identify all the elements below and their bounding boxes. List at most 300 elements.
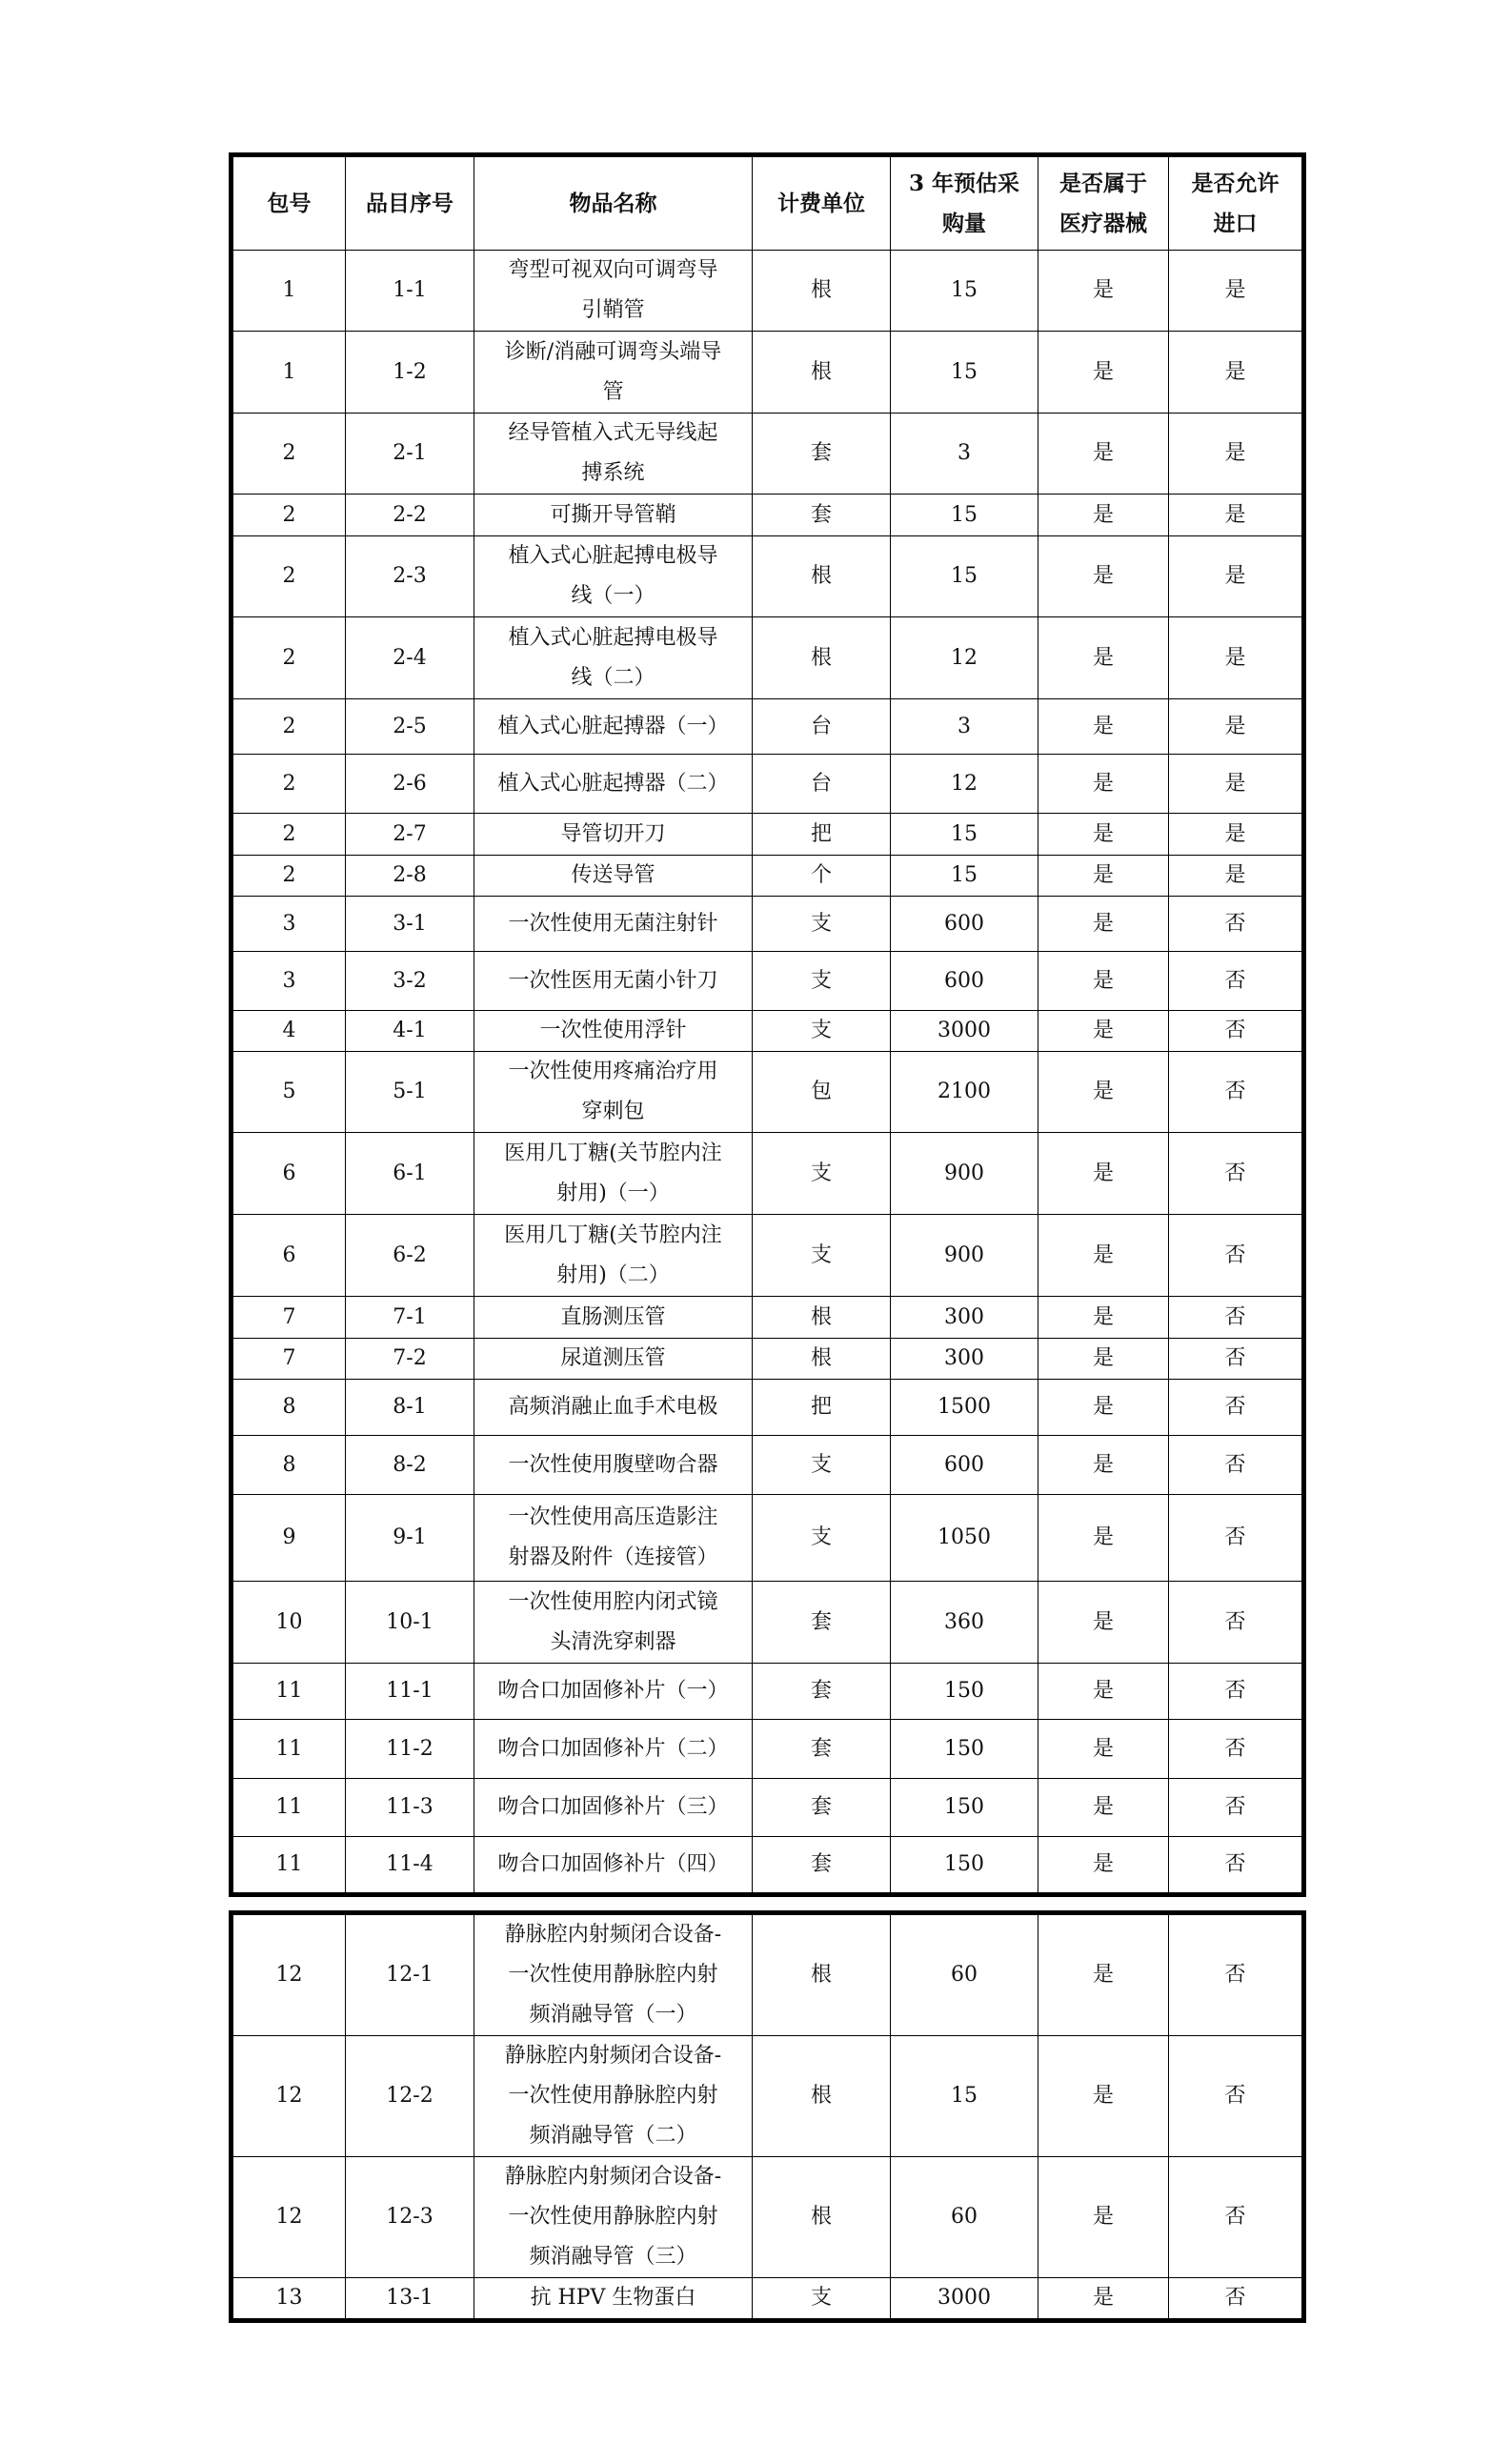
procurement-table	[229, 152, 1306, 1897]
import-allowed-cell: 否	[1169, 1913, 1304, 2036]
item-name-cell	[474, 1380, 753, 1436]
package-number-cell: 4	[232, 1011, 346, 1052]
item-name-cell	[474, 856, 753, 897]
cell-text-line: 线（二）	[571, 665, 655, 690]
cell-text-line: 一次性医用无菌小针刀	[508, 968, 718, 993]
cell-text-line: 一次性使用腹壁吻合器	[508, 1452, 718, 1477]
cell-text-line: 管	[602, 379, 624, 404]
column-header	[891, 155, 1038, 251]
quantity-cell: 150	[891, 1720, 1038, 1779]
cell-text-line: 抗 HPV 生物蛋白	[530, 2286, 696, 2310]
cell-text-line: 一次性使用疼痛治疗用	[508, 1060, 718, 1083]
medical-device-cell: 是	[1038, 1720, 1169, 1779]
quantity-cell: 600	[891, 897, 1038, 952]
import-allowed-cell: 否	[1169, 2278, 1304, 2321]
medical-device-cell: 是	[1038, 332, 1169, 414]
table-row	[232, 1380, 1304, 1436]
table-row	[232, 536, 1304, 617]
item-name-cell	[474, 952, 753, 1011]
quantity-cell: 600	[891, 952, 1038, 1011]
unit-cell: 套	[753, 1837, 891, 1895]
medical-device-cell: 是	[1038, 1339, 1169, 1380]
package-number-cell: 1	[232, 332, 346, 414]
quantity-cell: 3000	[891, 1011, 1038, 1052]
item-seq-cell: 13-1	[346, 2278, 474, 2321]
quantity-cell: 3000	[891, 2278, 1038, 2321]
cell-text-line: 一次性使用浮针	[539, 1019, 687, 1042]
unit-cell: 支	[753, 2278, 891, 2321]
package-number-cell: 2	[232, 414, 346, 495]
quantity-cell: 15	[891, 856, 1038, 897]
item-seq-cell: 1-2	[346, 332, 474, 414]
table-row	[232, 251, 1304, 332]
import-allowed-cell: 否	[1169, 1436, 1304, 1495]
cell-text-line: 计费单位	[777, 190, 865, 216]
cell-text-line: 吻合口加固修补片（二）	[497, 1736, 729, 1761]
table-row	[232, 332, 1304, 414]
unit-cell: 套	[753, 414, 891, 495]
medical-device-cell: 是	[1038, 814, 1169, 856]
unit-cell: 支	[753, 1011, 891, 1052]
quantity-cell: 1500	[891, 1380, 1038, 1436]
cell-text-line: 尿道测压管	[560, 1346, 666, 1370]
import-allowed-cell: 否	[1169, 1380, 1304, 1436]
unit-cell: 根	[753, 1297, 891, 1339]
table-row	[232, 1582, 1304, 1664]
cell-text-line: 线（一）	[571, 584, 655, 608]
package-number-cell: 2	[232, 814, 346, 856]
item-seq-cell: 3-2	[346, 952, 474, 1011]
import-allowed-cell: 是	[1169, 617, 1304, 699]
quantity-cell: 600	[891, 1436, 1038, 1495]
package-number-cell: 11	[232, 1779, 346, 1837]
medical-device-cell: 是	[1038, 1837, 1169, 1895]
item-name-cell	[474, 1837, 753, 1895]
quantity-cell: 60	[891, 1913, 1038, 2036]
item-name-cell	[474, 1913, 753, 2036]
cell-text-line: 一次性使用静脉腔内射	[508, 1963, 718, 1987]
medical-device-cell: 是	[1038, 1297, 1169, 1339]
item-name-cell	[474, 1215, 753, 1297]
import-allowed-cell: 否	[1169, 1582, 1304, 1664]
table-row	[232, 952, 1304, 1011]
cell-text-line: 引鞘管	[581, 298, 645, 322]
medical-device-cell: 是	[1038, 897, 1169, 952]
medical-device-cell: 是	[1038, 536, 1169, 617]
cell-text-line: 进口	[1213, 210, 1258, 236]
table-body	[232, 1913, 1304, 2321]
item-name-cell	[474, 1495, 753, 1582]
unit-cell: 台	[753, 699, 891, 755]
medical-device-cell: 是	[1038, 1133, 1169, 1215]
unit-cell: 根	[753, 251, 891, 332]
quantity-cell: 1050	[891, 1495, 1038, 1582]
table-row	[232, 699, 1304, 755]
procurement-table-continued	[229, 1910, 1306, 2323]
cell-text-line: 弯型可视双向可调弯导	[508, 258, 718, 282]
unit-cell: 支	[753, 1436, 891, 1495]
table-header	[232, 155, 1304, 251]
table-body	[232, 251, 1304, 1895]
cell-text-line: 搏系统	[581, 461, 645, 485]
cell-text-line: 频消融导管（二）	[529, 2124, 697, 2148]
package-number-cell: 3	[232, 897, 346, 952]
package-number-cell: 12	[232, 2036, 346, 2157]
item-seq-cell: 6-2	[346, 1215, 474, 1297]
package-number-cell: 8	[232, 1436, 346, 1495]
item-seq-cell: 12-1	[346, 1913, 474, 2036]
unit-cell: 根	[753, 332, 891, 414]
medical-device-cell: 是	[1038, 1380, 1169, 1436]
cell-text-line: 头清洗穿刺器	[550, 1629, 676, 1654]
import-allowed-cell: 否	[1169, 1779, 1304, 1837]
unit-cell: 根	[753, 2157, 891, 2278]
item-name-cell	[474, 755, 753, 814]
medical-device-cell: 是	[1038, 251, 1169, 332]
cell-text-line: 频消融导管（一）	[529, 2003, 697, 2027]
item-name-cell	[474, 2036, 753, 2157]
item-name-cell	[474, 2157, 753, 2278]
table-row	[232, 2278, 1304, 2321]
cell-text-line: 静脉腔内射频闭合设备-	[504, 2044, 722, 2068]
import-allowed-cell: 是	[1169, 536, 1304, 617]
cell-text-line: 一次性使用腔内闭式镜	[508, 1589, 718, 1614]
import-allowed-cell: 否	[1169, 1837, 1304, 1895]
import-allowed-cell: 是	[1169, 755, 1304, 814]
cell-text-line: 吻合口加固修补片（三）	[497, 1795, 729, 1819]
cell-text-line: 射用)（一）	[556, 1181, 670, 1205]
cell-text-line: 一次性使用无菌注射针	[508, 911, 718, 936]
item-seq-cell: 11-3	[346, 1779, 474, 1837]
item-seq-cell: 2-1	[346, 414, 474, 495]
unit-cell: 支	[753, 1495, 891, 1582]
cell-text-line: 一次性使用静脉腔内射	[508, 2084, 718, 2108]
medical-device-cell: 是	[1038, 2036, 1169, 2157]
item-seq-cell: 2-5	[346, 699, 474, 755]
import-allowed-cell: 否	[1169, 1720, 1304, 1779]
table-row	[232, 1779, 1304, 1837]
package-number-cell: 6	[232, 1215, 346, 1297]
table-row	[232, 2157, 1304, 2278]
unit-cell: 支	[753, 1215, 891, 1297]
item-name-cell	[474, 536, 753, 617]
cell-text-line: 植入式心脏起搏电极导	[508, 544, 718, 568]
item-name-cell	[474, 2278, 753, 2321]
unit-cell: 根	[753, 2036, 891, 2157]
table-row	[232, 897, 1304, 952]
table-row	[232, 1215, 1304, 1297]
item-name-cell	[474, 1011, 753, 1052]
cell-text-line: 高频消融止血手术电极	[508, 1395, 718, 1419]
item-seq-cell: 2-7	[346, 814, 474, 856]
unit-cell: 套	[753, 1720, 891, 1779]
item-seq-cell: 12-3	[346, 2157, 474, 2278]
package-number-cell: 9	[232, 1495, 346, 1582]
import-allowed-cell: 是	[1169, 332, 1304, 414]
import-allowed-cell: 是	[1169, 414, 1304, 495]
quantity-cell: 15	[891, 251, 1038, 332]
item-name-cell	[474, 1720, 753, 1779]
item-name-cell	[474, 1339, 753, 1380]
medical-device-cell: 是	[1038, 1495, 1169, 1582]
cell-text-line: 传送导管	[571, 863, 655, 887]
item-seq-cell: 8-2	[346, 1436, 474, 1495]
cell-text-line: 吻合口加固修补片（四）	[497, 1852, 729, 1876]
import-allowed-cell: 否	[1169, 1133, 1304, 1215]
package-number-cell: 7	[232, 1297, 346, 1339]
table-row	[232, 1720, 1304, 1779]
table-row	[232, 1664, 1304, 1720]
item-name-cell	[474, 1133, 753, 1215]
package-number-cell: 2	[232, 536, 346, 617]
column-header	[1038, 155, 1169, 251]
item-seq-cell: 2-8	[346, 856, 474, 897]
package-number-cell: 11	[232, 1837, 346, 1895]
header-row	[232, 155, 1304, 251]
item-name-cell	[474, 414, 753, 495]
unit-cell: 台	[753, 755, 891, 814]
item-seq-cell: 6-1	[346, 1133, 474, 1215]
medical-device-cell: 是	[1038, 1664, 1169, 1720]
table-row	[232, 1913, 1304, 2036]
quantity-cell: 12	[891, 617, 1038, 699]
package-number-cell: 8	[232, 1380, 346, 1436]
import-allowed-cell: 否	[1169, 897, 1304, 952]
item-name-cell	[474, 617, 753, 699]
item-name-cell	[474, 495, 753, 536]
item-seq-cell: 2-2	[346, 495, 474, 536]
item-seq-cell: 2-6	[346, 755, 474, 814]
package-number-cell: 11	[232, 1720, 346, 1779]
table-row	[232, 1052, 1304, 1133]
quantity-cell: 3	[891, 699, 1038, 755]
medical-device-cell: 是	[1038, 1011, 1169, 1052]
cell-text-line: 穿刺包	[581, 1100, 645, 1123]
import-allowed-cell: 否	[1169, 1297, 1304, 1339]
item-seq-cell: 2-3	[346, 536, 474, 617]
item-name-cell	[474, 1779, 753, 1837]
table-row	[232, 1011, 1304, 1052]
item-seq-cell: 4-1	[346, 1011, 474, 1052]
cell-text-line: 吻合口加固修补片（一）	[497, 1679, 729, 1703]
item-name-cell	[474, 814, 753, 856]
item-name-cell	[474, 1436, 753, 1495]
medical-device-cell: 是	[1038, 952, 1169, 1011]
medical-device-cell: 是	[1038, 699, 1169, 755]
item-name-cell	[474, 1052, 753, 1133]
medical-device-cell: 是	[1038, 2157, 1169, 2278]
quantity-cell: 300	[891, 1339, 1038, 1380]
cell-text-line: 静脉腔内射频闭合设备-	[504, 2165, 722, 2189]
table-row	[232, 1297, 1304, 1339]
import-allowed-cell: 是	[1169, 495, 1304, 536]
import-allowed-cell: 否	[1169, 952, 1304, 1011]
medical-device-cell: 是	[1038, 1436, 1169, 1495]
cell-text-line: 植入式心脏起搏电极导	[508, 625, 718, 650]
table-row	[232, 1495, 1304, 1582]
item-seq-cell: 9-1	[346, 1495, 474, 1582]
unit-cell: 支	[753, 897, 891, 952]
medical-device-cell: 是	[1038, 495, 1169, 536]
cell-text-line: 射用)（二）	[556, 1262, 670, 1287]
medical-device-cell: 是	[1038, 1215, 1169, 1297]
item-seq-cell: 3-1	[346, 897, 474, 952]
table-row	[232, 1436, 1304, 1495]
item-seq-cell: 11-1	[346, 1664, 474, 1720]
cell-text-line: 医用几丁糖(关节腔内注	[504, 1222, 722, 1247]
package-number-cell: 2	[232, 495, 346, 536]
unit-cell: 套	[753, 1664, 891, 1720]
item-name-cell	[474, 251, 753, 332]
medical-device-cell: 是	[1038, 617, 1169, 699]
cell-text-line: 植入式心脏起搏器（二）	[497, 771, 729, 796]
quantity-cell: 3	[891, 414, 1038, 495]
cell-text-line: 3 年预估采	[908, 170, 1019, 196]
import-allowed-cell: 是	[1169, 856, 1304, 897]
item-name-cell	[474, 332, 753, 414]
table-row	[232, 1133, 1304, 1215]
quantity-cell: 900	[891, 1133, 1038, 1215]
item-seq-cell: 7-1	[346, 1297, 474, 1339]
quantity-cell: 15	[891, 814, 1038, 856]
item-seq-cell: 11-4	[346, 1837, 474, 1895]
table-row	[232, 814, 1304, 856]
table-row	[232, 1339, 1304, 1380]
table-row	[232, 617, 1304, 699]
cell-text-line: 是否允许	[1191, 170, 1280, 196]
column-header	[232, 155, 346, 251]
package-number-cell: 5	[232, 1052, 346, 1133]
import-allowed-cell: 否	[1169, 1011, 1304, 1052]
unit-cell: 把	[753, 814, 891, 856]
item-name-cell	[474, 699, 753, 755]
column-header	[1169, 155, 1304, 251]
item-seq-cell: 12-2	[346, 2036, 474, 2157]
unit-cell: 根	[753, 1913, 891, 2036]
cell-text-line: 一次性使用高压造影注	[508, 1505, 718, 1529]
unit-cell: 包	[753, 1052, 891, 1133]
import-allowed-cell: 否	[1169, 1215, 1304, 1297]
package-number-cell: 1	[232, 251, 346, 332]
item-name-cell	[474, 1664, 753, 1720]
package-number-cell: 12	[232, 2157, 346, 2278]
item-seq-cell: 11-2	[346, 1720, 474, 1779]
table-row	[232, 1837, 1304, 1895]
quantity-cell: 2100	[891, 1052, 1038, 1133]
cell-text-line: 包号	[267, 190, 312, 216]
item-seq-cell: 8-1	[346, 1380, 474, 1436]
medical-device-cell: 是	[1038, 755, 1169, 814]
item-name-cell	[474, 897, 753, 952]
medical-device-cell: 是	[1038, 414, 1169, 495]
cell-text-line: 静脉腔内射频闭合设备-	[504, 1923, 722, 1947]
item-seq-cell: 5-1	[346, 1052, 474, 1133]
import-allowed-cell: 否	[1169, 1052, 1304, 1133]
quantity-cell: 150	[891, 1664, 1038, 1720]
quantity-cell: 12	[891, 755, 1038, 814]
unit-cell: 根	[753, 1339, 891, 1380]
medical-device-cell: 是	[1038, 1052, 1169, 1133]
package-number-cell: 2	[232, 699, 346, 755]
unit-cell: 套	[753, 1779, 891, 1837]
quantity-cell: 60	[891, 2157, 1038, 2278]
package-number-cell: 7	[232, 1339, 346, 1380]
item-name-cell	[474, 1297, 753, 1339]
import-allowed-cell: 是	[1169, 814, 1304, 856]
cell-text-line: 一次性使用静脉腔内射	[508, 2205, 718, 2229]
quantity-cell: 900	[891, 1215, 1038, 1297]
package-number-cell: 2	[232, 755, 346, 814]
cell-text-line: 导管切开刀	[560, 821, 666, 846]
item-name-cell	[474, 1582, 753, 1664]
cell-text-line: 频消融导管（三）	[529, 2245, 697, 2269]
item-seq-cell: 10-1	[346, 1582, 474, 1664]
cell-text-line: 购量	[942, 210, 986, 236]
column-header	[474, 155, 753, 251]
package-number-cell: 6	[232, 1133, 346, 1215]
quantity-cell: 15	[891, 536, 1038, 617]
medical-device-cell: 是	[1038, 1913, 1169, 2036]
package-number-cell: 2	[232, 617, 346, 699]
cell-text-line: 诊断/消融可调弯头端导	[504, 339, 722, 364]
import-allowed-cell: 否	[1169, 2036, 1304, 2157]
import-allowed-cell: 否	[1169, 1495, 1304, 1582]
cell-text-line: 是否属于	[1059, 170, 1147, 196]
item-seq-cell: 7-2	[346, 1339, 474, 1380]
item-seq-cell: 1-1	[346, 251, 474, 332]
column-header	[346, 155, 474, 251]
quantity-cell: 300	[891, 1297, 1038, 1339]
medical-device-cell: 是	[1038, 2278, 1169, 2321]
unit-cell: 套	[753, 495, 891, 536]
medical-device-cell: 是	[1038, 1779, 1169, 1837]
import-allowed-cell: 是	[1169, 699, 1304, 755]
cell-text-line: 植入式心脏起搏器（一）	[497, 714, 729, 738]
unit-cell: 套	[753, 1582, 891, 1664]
quantity-cell: 360	[891, 1582, 1038, 1664]
quantity-cell: 15	[891, 332, 1038, 414]
package-number-cell: 12	[232, 1913, 346, 2036]
import-allowed-cell: 否	[1169, 2157, 1304, 2278]
import-allowed-cell: 否	[1169, 1664, 1304, 1720]
cell-text-line: 射器及附件（连接管）	[508, 1545, 718, 1569]
cell-text-line: 品目序号	[366, 190, 454, 216]
unit-cell: 把	[753, 1380, 891, 1436]
cell-text-line: 直肠测压管	[560, 1304, 666, 1329]
quantity-cell: 150	[891, 1837, 1038, 1895]
package-number-cell: 11	[232, 1664, 346, 1720]
package-number-cell: 3	[232, 952, 346, 1011]
quantity-cell: 15	[891, 495, 1038, 536]
cell-text-line: 经导管植入式无导线起	[508, 421, 718, 445]
cell-text-line: 医用几丁糖(关节腔内注	[504, 1141, 722, 1165]
quantity-cell: 150	[891, 1779, 1038, 1837]
column-header	[753, 155, 891, 251]
unit-cell: 根	[753, 617, 891, 699]
table-row	[232, 755, 1304, 814]
cell-text-line: 可撕开导管鞘	[550, 502, 676, 527]
unit-cell: 支	[753, 952, 891, 1011]
table-row	[232, 2036, 1304, 2157]
import-allowed-cell: 否	[1169, 1339, 1304, 1380]
unit-cell: 根	[753, 536, 891, 617]
table-row	[232, 414, 1304, 495]
table-row	[232, 856, 1304, 897]
cell-text-line: 医疗器械	[1059, 210, 1147, 236]
quantity-cell: 15	[891, 2036, 1038, 2157]
medical-device-cell: 是	[1038, 1582, 1169, 1664]
package-number-cell: 13	[232, 2278, 346, 2321]
